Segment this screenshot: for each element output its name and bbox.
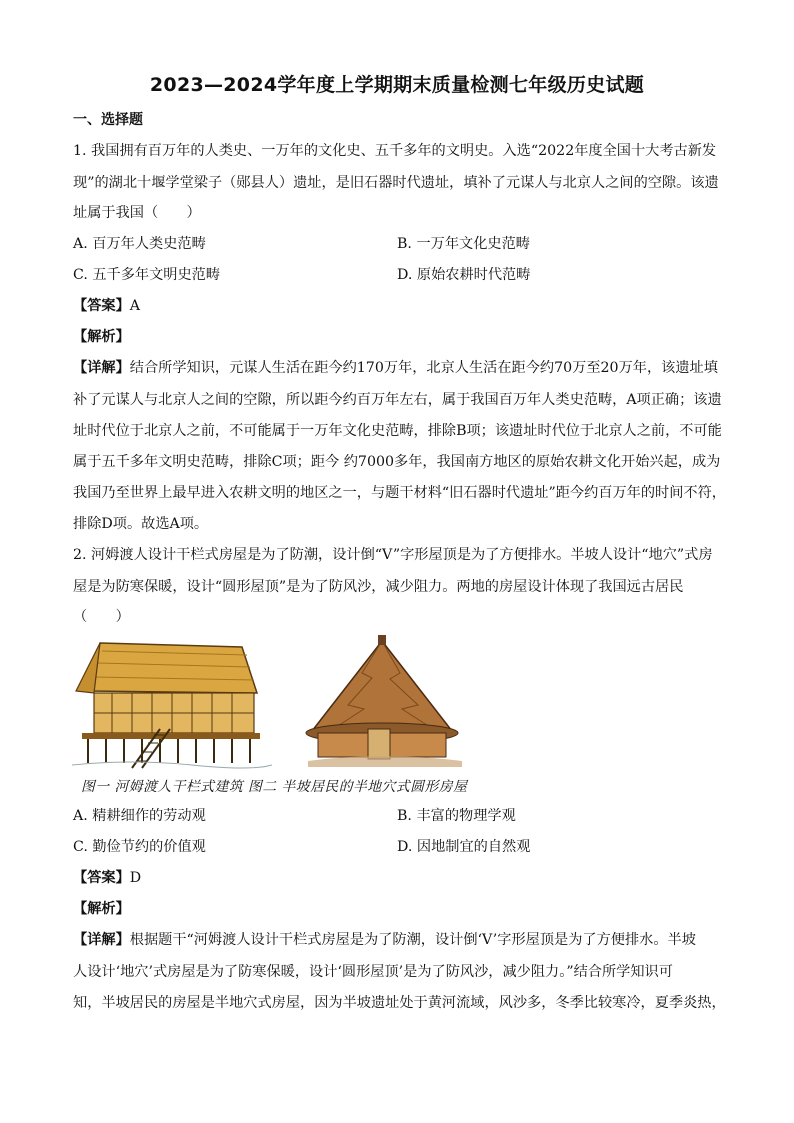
q1-detail-line-3: 址时代位于北京人之前，不可能属于一万年文化史范畴，排除B项；该遗址时代位于北京人之前，不可能	[73, 423, 722, 439]
q1-detail-line-2: 补了元谋人与北京人之间的空隙，所以距今约百万年左右，属于我国百万年人类史范畴，A项正确；该遗	[73, 392, 722, 408]
q2-stem-line-2: 屋是为防寒保暖，设计“圆形屋顶”是为了防风沙，减少阻力。两地的房屋设计体现了我国远古居民	[73, 579, 684, 595]
q2-detail-line-3: 知，半坡居民的房屋是半地穴式房屋，因为半坡遗址处于黄河流域，风沙多，冬季比较寒冷，夏季炎热，	[73, 995, 726, 1011]
dwellings-illustration	[72, 633, 552, 773]
page-title: 2023—2024学年度上学期期末质量检测七年级历史试题	[149, 74, 645, 96]
round-house-drawing	[306, 635, 462, 767]
q1-option-d: D. 原始农耕时代范畴	[397, 267, 531, 283]
q1-detail-line-6: 排除D项。故选A项。	[73, 516, 209, 532]
q1-option-b: B. 一万年文化史范畴	[397, 236, 530, 252]
answer-value: D	[129, 870, 142, 886]
q1-analysis-label: 【解析】	[73, 329, 130, 345]
q1-detail-line-5: 我国乃至世界上最早进入农耕文明的地区之一，与题干材料“旧石器时代遗址”距今约百万年的时间不符，	[73, 485, 726, 501]
q2-option-a: A. 精耕细作的劳动观	[73, 808, 206, 824]
answer-label: 【答案】	[73, 298, 130, 314]
figure-caption: 图一 河姆渡人干栏式建筑 图二 半坡居民的半地穴式圆形房屋	[81, 779, 468, 795]
q1-stem-line-1: 1. 我国拥有百万年的人类史、一万年的文化史、五千多年的文明史。入选“2022年度全国十大考古新发	[73, 143, 717, 159]
q1-stem-line-2: 现”的湖北十堰学堂梁子（郧县人）遗址，是旧石器时代遗址，填补了元谋人与北京人之间的空隙。该遗	[73, 175, 719, 191]
detail-text: 根据题干“河姆渡人设计干栏式房屋是为了防潮，设计倒‘V’字形屋顶是为了方便排水。半坡	[129, 932, 696, 948]
q1-answer	[73, 296, 140, 316]
q2-detail-line-1	[73, 930, 696, 950]
section-heading: 一、选择题	[73, 112, 143, 128]
q1-option-c: C. 五千多年文明史范畴	[73, 267, 221, 283]
q2-answer	[73, 868, 141, 888]
q1-option-a: A. 百万年人类史范畴	[73, 236, 206, 252]
q2-stem-line-3: （ ）	[73, 609, 130, 625]
detail-text: 结合所学知识，元谋人生活在距今约170万年，北京人生活在距今约70万至20万年，该遗址填	[129, 360, 718, 376]
q1-detail-line-4: 属于五千多年文明史范畴，排除C项；距今 约7000多年，我国南方地区的原始农耕文化开始兴起，成为	[73, 454, 721, 470]
answer-label: 【答案】	[73, 870, 130, 886]
q2-option-b: B. 丰富的物理学观	[397, 808, 516, 824]
q2-detail-line-2: 人设计‘地穴’式房屋是为了防寒保暖，设计‘圆形屋顶’是为了防风沙，减少阻力。”结合所学知识可	[73, 964, 673, 980]
answer-value: A	[129, 298, 141, 314]
q2-option-c: C. 勤俭节约的价值观	[73, 839, 206, 855]
detail-label: 【详解】	[73, 360, 130, 376]
q2-analysis-label: 【解析】	[73, 901, 130, 917]
stilt-house-drawing	[72, 643, 272, 768]
q2-stem-line-1: 2. 河姆渡人设计干栏式房屋是为了防潮，设计倒“V”字形屋顶是为了方便排水。半坡人设计“地穴”式房	[73, 547, 713, 563]
q1-detail-line-1	[73, 358, 718, 378]
q1-stem-line-3: 址属于我国（ ）	[73, 205, 201, 221]
q2-option-d: D. 因地制宜的自然观	[397, 839, 531, 855]
detail-label: 【详解】	[73, 932, 130, 948]
